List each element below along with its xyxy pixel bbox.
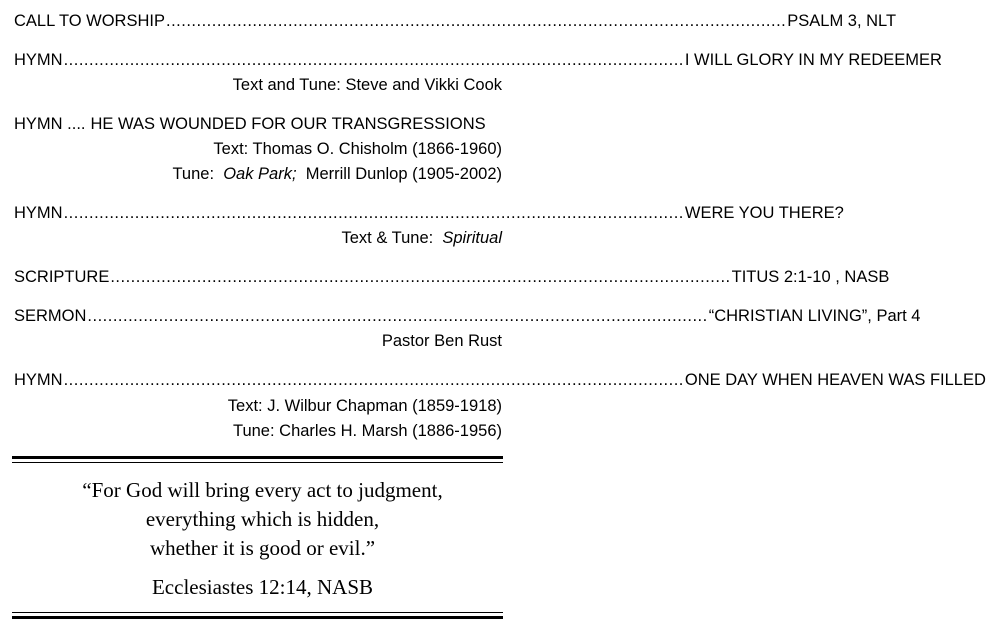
hymn-3-credit-prefix: Text & Tune: — [341, 229, 443, 247]
sermon-label: SERMON — [14, 307, 87, 325]
sermon-row — [14, 304, 921, 328]
hymn-4-title: ONE DAY WHEN HEAVEN WAS FILLED — [684, 371, 986, 389]
hymn-1-label: HYMN — [14, 51, 63, 69]
hymn-3-row — [14, 201, 844, 225]
quote-line: “For God will bring every act to judgment, — [82, 478, 443, 502]
leader-dots: .......................................................................................................................... — [87, 307, 708, 325]
divider-rule-top-thin — [12, 462, 503, 463]
quote-reference: Ecclesiastes 12:14, NASB — [151, 575, 374, 599]
hymn-2-title: HE WAS WOUNDED FOR OUR TRANSGRESSIONS — [90, 115, 486, 133]
leader-dots: .......................................................................................................................... — [63, 371, 684, 389]
hymn-2-label: HYMN .... — [14, 115, 86, 133]
hymn-4-row — [14, 368, 986, 392]
leader-dots: .......................................................................................................................... — [63, 51, 684, 69]
hymn-2-tune-composer: Merrill Dunlop (1905-2002) — [296, 165, 502, 183]
sermon-speaker: Pastor Ben Rust — [381, 332, 502, 350]
call-to-worship-label: CALL TO WORSHIP — [14, 12, 165, 30]
hymn-3-label: HYMN — [14, 204, 63, 222]
hymn-2-tune-name: Oak Park; — [223, 165, 297, 183]
scripture-reading: TITUS 2:1-10 , NASB — [731, 268, 890, 286]
hymn-2-row — [14, 112, 502, 136]
divider-rule-bottom-thin — [12, 612, 503, 613]
hymn-2-text-credit: Text: Thomas O. Chisholm (1866-1960) — [213, 140, 502, 158]
sermon-title: “CHRISTIAN LIVING”, Part 4 — [708, 307, 921, 325]
hymn-2-tune-prefix: Tune: — [172, 165, 224, 183]
scripture-quote — [0, 476, 525, 563]
leader-dots: .......................................................................................................................... — [63, 204, 684, 222]
hymn-4-label: HYMN — [14, 371, 63, 389]
hymn-1-row — [14, 48, 942, 72]
hymn-1-credit: Text and Tune: Steve and Vikki Cook — [232, 76, 502, 94]
divider-rule-bottom-thick — [12, 616, 503, 619]
scripture-row — [14, 265, 890, 289]
leader-dots: .......................................................................................................................... — [110, 268, 731, 286]
quote-line: whether it is good or evil.” — [149, 536, 376, 560]
hymn-2-tune-credit — [14, 162, 502, 186]
hymn-4-tune-credit: Tune: Charles H. Marsh (1886-1956) — [232, 422, 502, 440]
divider-rule-top-thick — [12, 456, 503, 459]
leader-dots: .......................................................................................................................... — [165, 12, 787, 30]
hymn-3-title: WERE YOU THERE? — [684, 204, 844, 222]
scripture-label: SCRIPTURE — [14, 268, 110, 286]
call-to-worship-row — [14, 9, 897, 33]
hymn-3-credit — [14, 226, 502, 250]
hymn-3-credit-source: Spiritual — [442, 229, 502, 247]
hymn-1-title: I WILL GLORY IN MY REDEEMER — [684, 51, 942, 69]
quote-line: everything which is hidden, — [145, 507, 380, 531]
call-to-worship-reading: PSALM 3, NLT — [787, 12, 897, 30]
hymn-4-text-credit: Text: J. Wilbur Chapman (1859-1918) — [227, 397, 502, 415]
